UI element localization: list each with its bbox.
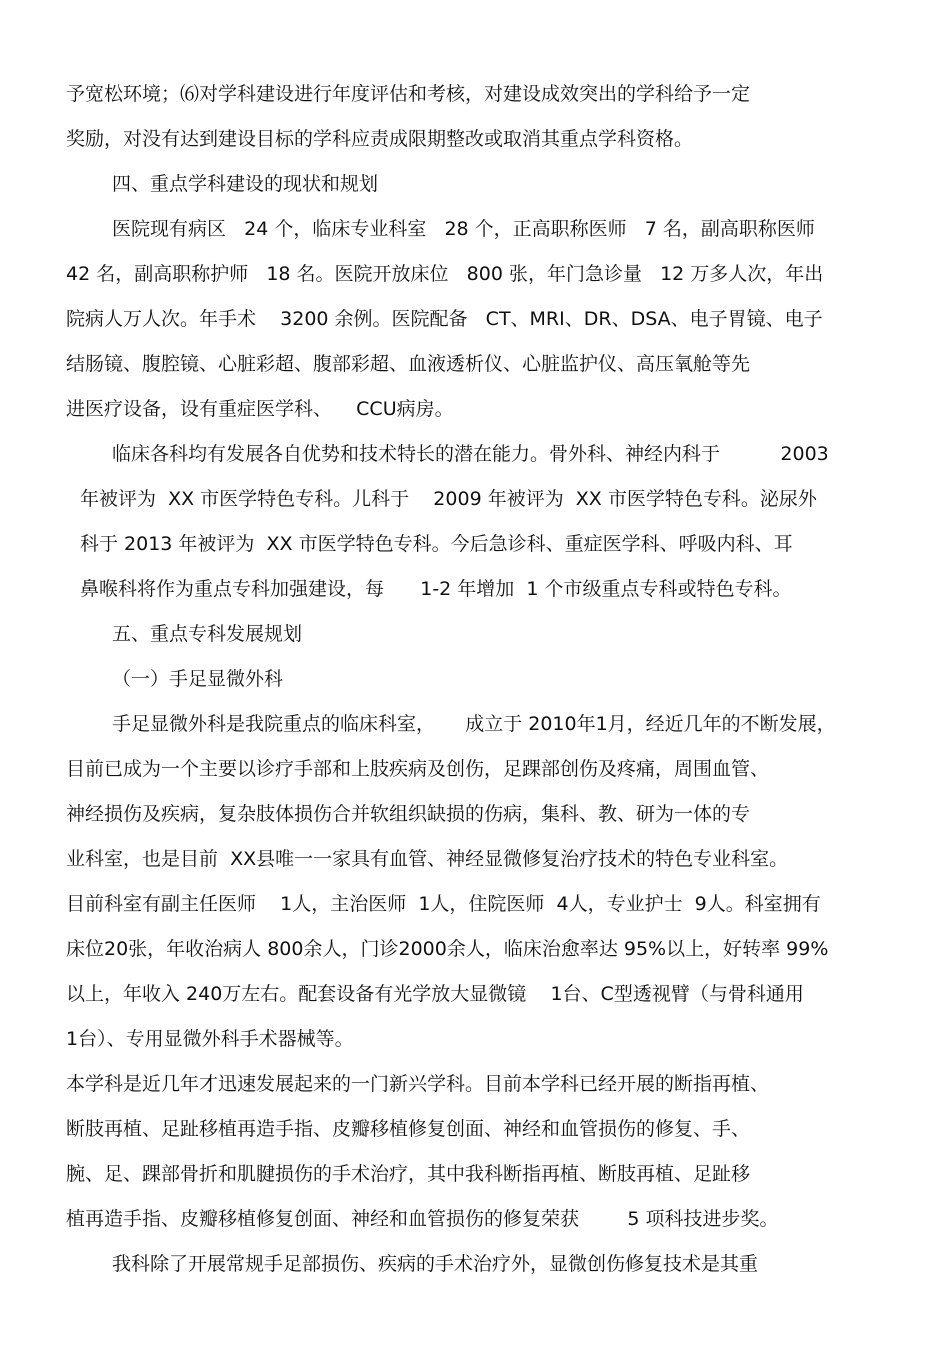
- text-line: 断肢再植、足趾移植再造手指、皮瓣移植修复创面、神经和血管损伤的修复、手、: [66, 1118, 751, 1140]
- text-line: 床位20张，年收治病人 800余人，门诊2000余人，临床治愈率达 95%以上，好转率 99%: [66, 938, 829, 960]
- text-line: 奖励，对没有达到建设目标的学科应责成限期整改或取消其重点学科资格。: [66, 128, 694, 150]
- text-line: 神经损伤及疾病，复杂肢体损伤合并软组织缺损的伤病，集科、教、研为一体的专: [66, 803, 751, 825]
- text-line: 年被评为 XX 市医学特色专科。儿科于 2009 年被评为 XX 市医学特色专科。泌尿外: [80, 488, 817, 510]
- text-line: 予宽松环境；⑹对学科建设进行年度评估和考核，对建设成效突出的学科给予一定: [66, 83, 751, 105]
- text-line: 42 名，副高职称护师 18 名。医院开放床位 800 张，年门急诊量 12 万多人次，年出: [66, 263, 824, 285]
- text-line: 手足显微外科是我院重点的临床科室， 成立于 2010年1月，经近几年的不断发展，: [112, 713, 836, 735]
- text-line: 本学科是近几年才迅速发展起来的一门新兴学科。目前本学科已经开展的断指再植、: [66, 1073, 770, 1095]
- section-heading: 四、重点学科建设的现状和规划: [112, 173, 379, 195]
- text-line: 结肠镜、腹腔镜、心脏彩超、腹部彩超、血液透析仪、心脏监护仪、高压氧舱等先: [66, 353, 751, 375]
- subsection-heading: （一）手足显微外科: [112, 668, 284, 690]
- text-line: 业科室，也是目前 XX县唯一一家具有血管、神经显微修复治疗技术的特色专业科室。: [66, 848, 789, 870]
- text-line: 进医疗设备，设有重症医学科、 CCU病房。: [66, 398, 454, 420]
- text-line: 腕、足、踝部骨折和肌腱损伤的手术治疗，其中我科断指再植、断肢再植、足趾移: [66, 1163, 751, 1185]
- text-line: 植再造手指、皮瓣移植修复创面、神经和血管损伤的修复荣获 5 项科技进步奖。: [66, 1208, 779, 1230]
- text-line: 医院现有病区 24 个，临床专业科室 28 个，正高职称医师 7 名，副高职称医师: [112, 218, 815, 240]
- text-line: 目前科室有副主任医师 1人，主治医师 1人，住院医师 4人，专业护士 9人。科室拥有: [66, 893, 821, 915]
- text-line: 鼻喉科将作为重点专科加强建设，每 1-2 年增加 1 个市级重点专科或特色专科。: [80, 578, 792, 600]
- text-line: 1台）、专用显微外科手术器械等。: [66, 1028, 354, 1050]
- text-line: 临床各科均有发展各自优势和技术特长的潜在能力。骨外科、神经内科于 2003: [112, 443, 829, 465]
- text-line: 科于 2013 年被评为 XX 市医学特色专科。今后急诊科、重症医学科、呼吸内科、耳: [80, 533, 793, 555]
- text-line: 院病人万人次。年手术 3200 余例。医院配备 CT、MRI、DR、DSA、电子胃镜、电子: [66, 308, 823, 330]
- text-line: 以上，年收入 240万左右。配套设备有光学放大显微镜 1台、C型透视臂（与骨科通用: [66, 983, 804, 1005]
- section-heading: 五、重点专科发展规划: [112, 623, 303, 645]
- text-line: 我科除了开展常规手足部损伤、疾病的手术治疗外，显微创伤修复技术是其重: [112, 1253, 759, 1275]
- text-line: 目前已成为一个主要以诊疗手部和上肢疾病及创伤，足踝部创伤及疼痛，周围血管、: [66, 758, 770, 780]
